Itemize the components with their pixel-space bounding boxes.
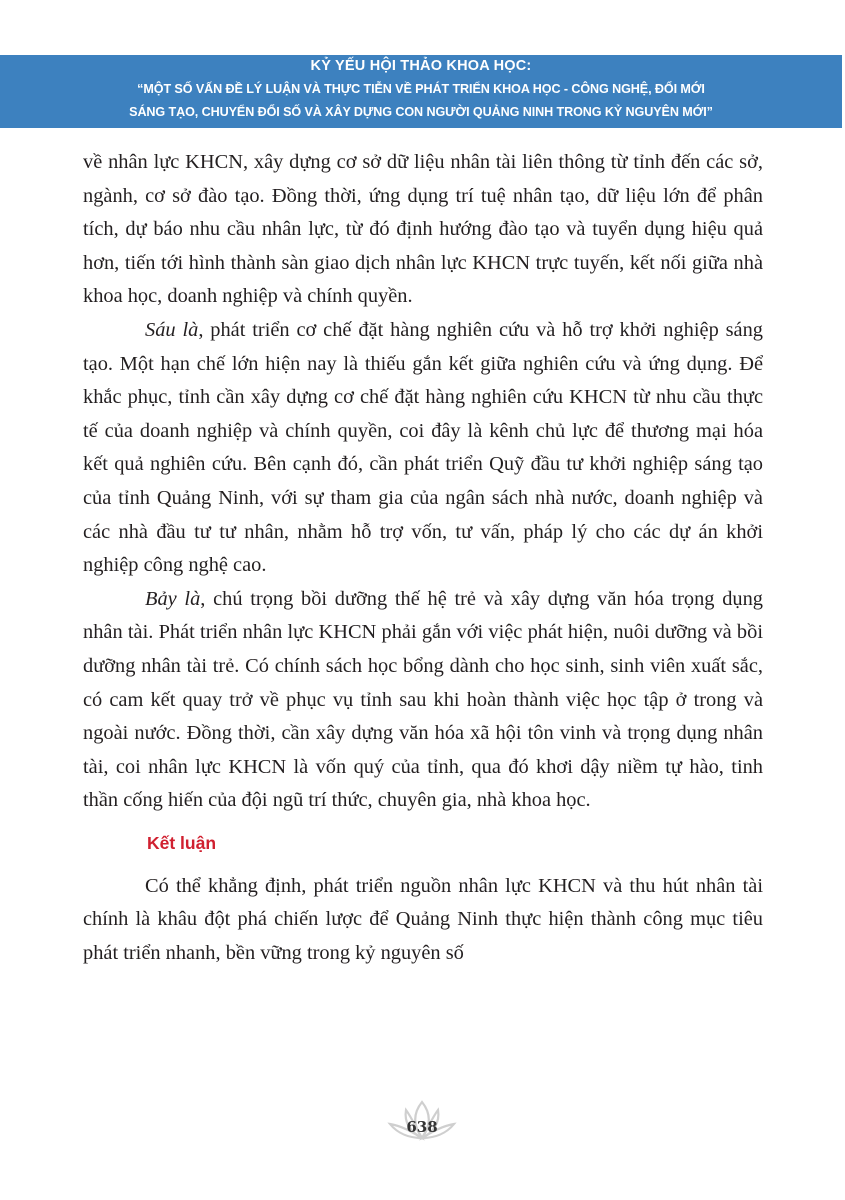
- proceedings-title: KỶ YẾU HỘI THẢO KHOA HỌC:: [310, 58, 532, 74]
- paragraph-lead: Bảy là: [145, 587, 201, 610]
- paragraph-text: , phát triển cơ chế đặt hàng nghiên cứu và hỗ trợ khởi nghiệp sáng tạo. Một hạn chế lớn hiện nay là thiếu gắn kết giữa nghiên cứu và ứng dụng. Để khắc phục, tỉnh cần xây dựng cơ chế đặt hàng nghiên cứu KHCN từ nhu cầu thực tế của doanh nghiệp và chính quyền, coi đây là kênh chủ lực để thương mại hóa kết quả nghiên cứu. Bên cạnh đó, cần phát triển Quỹ đầu tư khởi nghiệp sáng tạo của tỉnh Quảng Ninh, với sự tham gia của ngân sách nhà nước, doanh nghiệp và các nhà đầu tư tư nhân, nhằm hỗ trợ vốn, tư vấn, pháp lý cho các dự án khởi nghiệp công nghệ cao.: [83, 318, 763, 577]
- section-heading-ket-luan: Kết luận: [147, 832, 217, 853]
- page-number: 638: [406, 1118, 438, 1136]
- paragraph-lead: Sáu là: [145, 318, 199, 341]
- paragraph-text: , chú trọng bồi dưỡng thế hệ trẻ và xây dựng văn hóa trọng dụng nhân tài. Phát triển nhân lực KHCN phải gắn với việc phát hiện, nuôi dưỡng và bồi dưỡng nhân tài trẻ. Có chính sách học bổng dành cho học sinh, sinh viên xuất sắc, có cam kết quay trở về phục vụ tỉnh sau khi hoàn thành việc học tập ở trong và ngoài nước. Đồng thời, cần xây dựng văn hóa xã hội tôn vinh và trọng dụng nhân tài, coi nhân lực KHCN là vốn quý của tỉnh, qua đó khơi dậy niềm tự hào, tinh thần cống hiến của đội ngũ trí thức, chuyên gia, nhà khoa học.: [83, 587, 763, 812]
- paragraph-continuation: về nhân lực KHCN, xây dựng cơ sở dữ liệu nhân tài liên thông từ tỉnh đến các sở, ngành, cơ sở đào tạo. Đồng thời, ứng dụng trí tuệ nhân tạo, dữ liệu lớn để phân tích, dự báo nhu cầu nhân lực, từ đó định hướng đào tạo và tuyển dụng hiệu quả hơn, tiến tới hình thành sàn giao dịch nhân lực KHCN trực tuyến, kết nối giữa nhà khoa học, doanh nghiệp và chính quyền.: [83, 151, 763, 308]
- header-banner: [0, 55, 842, 128]
- paragraph-conclusion: Có thể khẳng định, phát triển nguồn nhân lực KHCN và thu hút nhân tài chính là khâu đột phá chiến lược để Quảng Ninh thực hiện thành công mục tiêu phát triển nhanh, bền vững trong kỷ nguyên số: [83, 874, 763, 965]
- page-body: [83, 146, 763, 971]
- page-footer: [372, 1098, 472, 1148]
- conference-title-line-2: SÁNG TẠO, CHUYỂN ĐỔI SỐ VÀ XÂY DỰNG CON NGƯỜI QUẢNG NINH TRONG KỶ NGUYÊN MỚI”: [129, 105, 713, 119]
- paragraph-bay-la: [83, 583, 763, 818]
- paragraph-sau-la: [83, 314, 763, 583]
- conference-title-line-1: “MỘT SỐ VẤN ĐỀ LÝ LUẬN VÀ THỰC TIỄN VỀ PHÁT TRIỂN KHOA HỌC - CÔNG NGHỆ, ĐỔI MỚI: [137, 82, 705, 96]
